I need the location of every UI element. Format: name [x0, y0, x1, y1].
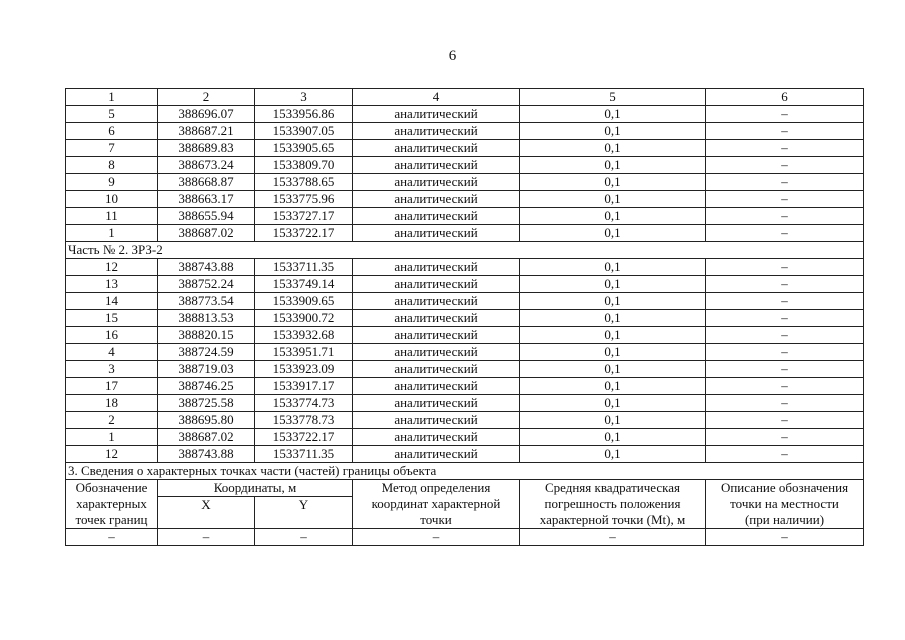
method: аналитический — [353, 123, 520, 140]
table-row — [66, 123, 864, 140]
part-2-label: Часть № 2. ЗРЗ-2 — [66, 242, 864, 259]
error-mt: 0,1 — [520, 429, 706, 446]
method: аналитический — [353, 412, 520, 429]
table-row — [66, 259, 864, 276]
table-row — [66, 446, 864, 463]
table-row — [66, 276, 864, 293]
error-mt: 0,1 — [520, 378, 706, 395]
description: – — [706, 310, 864, 327]
x-coordinate: 388743.88 — [158, 446, 255, 463]
section-3-empty-row — [66, 529, 864, 546]
y-coordinate: – — [255, 529, 353, 546]
point-number: 5 — [66, 106, 158, 123]
error-mt: 0,1 — [520, 412, 706, 429]
description: – — [706, 412, 864, 429]
description: – — [706, 157, 864, 174]
x-coordinate: 388813.53 — [158, 310, 255, 327]
point-number: 13 — [66, 276, 158, 293]
y-coordinate: 1533905.65 — [255, 140, 353, 157]
method: – — [353, 529, 520, 546]
description: – — [706, 174, 864, 191]
error-mt: – — [520, 529, 706, 546]
point-number: 16 — [66, 327, 158, 344]
error-mt: 0,1 — [520, 174, 706, 191]
y-coordinate: 1533722.17 — [255, 429, 353, 446]
table-row — [66, 412, 864, 429]
table-row — [66, 310, 864, 327]
column-number-row — [66, 89, 864, 106]
point-number: 10 — [66, 191, 158, 208]
x-coordinate: 388773.54 — [158, 293, 255, 310]
description: – — [706, 446, 864, 463]
point-number: 6 — [66, 123, 158, 140]
y-coordinate: 1533711.35 — [255, 259, 353, 276]
point-number: – — [66, 529, 158, 546]
table-row — [66, 140, 864, 157]
y-coordinate: 1533951.71 — [255, 344, 353, 361]
error-mt: 0,1 — [520, 361, 706, 378]
point-number: 12 — [66, 259, 158, 276]
point-number: 2 — [66, 412, 158, 429]
method: аналитический — [353, 327, 520, 344]
y-coordinate: 1533722.17 — [255, 225, 353, 242]
section-3-header-row-1 — [66, 480, 864, 497]
description: – — [706, 361, 864, 378]
table-row — [66, 395, 864, 412]
x-coordinate: 388668.87 — [158, 174, 255, 191]
table-row — [66, 157, 864, 174]
boundary-points-table — [65, 88, 864, 546]
y-coordinate: 1533727.17 — [255, 208, 353, 225]
x-coordinate: 388687.02 — [158, 225, 255, 242]
point-number: 1 — [66, 225, 158, 242]
error-mt: 0,1 — [520, 327, 706, 344]
y-coordinate: 1533711.35 — [255, 446, 353, 463]
y-coordinate: 1533909.65 — [255, 293, 353, 310]
x-coordinate: 388752.24 — [158, 276, 255, 293]
method: аналитический — [353, 259, 520, 276]
point-number: 15 — [66, 310, 158, 327]
x-coordinate: 388655.94 — [158, 208, 255, 225]
y-coordinate: 1533809.70 — [255, 157, 353, 174]
error-header: Средняя квадратическая погрешность положения характерной точки (Mt), м — [520, 480, 706, 529]
coordinates-header: Координаты, м — [158, 480, 353, 497]
description: – — [706, 259, 864, 276]
x-coordinate: 388695.80 — [158, 412, 255, 429]
y-coordinate: 1533900.72 — [255, 310, 353, 327]
error-mt: 0,1 — [520, 157, 706, 174]
error-mt: 0,1 — [520, 446, 706, 463]
x-coordinate: 388743.88 — [158, 259, 255, 276]
method: аналитический — [353, 446, 520, 463]
y-coordinate: 1533917.17 — [255, 378, 353, 395]
x-coordinate: 388689.83 — [158, 140, 255, 157]
error-mt: 0,1 — [520, 208, 706, 225]
method: аналитический — [353, 276, 520, 293]
description: – — [706, 529, 864, 546]
point-number: 9 — [66, 174, 158, 191]
table-row — [66, 429, 864, 446]
error-mt: 0,1 — [520, 293, 706, 310]
section-3-title: 3. Сведения о характерных точках части (частей) границы объекта — [66, 463, 864, 480]
column-number-1: 1 — [66, 89, 158, 106]
method-header: Метод определения координат характерной точки — [353, 480, 520, 529]
error-mt: 0,1 — [520, 123, 706, 140]
part-2-row — [66, 242, 864, 259]
description-header: Описание обозначения точки на местности (при наличии) — [706, 480, 864, 529]
table-row — [66, 174, 864, 191]
x-coordinate: 388746.25 — [158, 378, 255, 395]
y-coordinate: 1533749.14 — [255, 276, 353, 293]
error-mt: 0,1 — [520, 259, 706, 276]
x-coordinate: 388687.21 — [158, 123, 255, 140]
x-coordinate: 388725.58 — [158, 395, 255, 412]
table-row — [66, 378, 864, 395]
y-coordinate: 1533907.05 — [255, 123, 353, 140]
error-mt: 0,1 — [520, 191, 706, 208]
column-number-6: 6 — [706, 89, 864, 106]
x-coordinate: 388673.24 — [158, 157, 255, 174]
x-coordinate: 388687.02 — [158, 429, 255, 446]
x-coordinate: 388724.59 — [158, 344, 255, 361]
table-row — [66, 344, 864, 361]
point-number: 4 — [66, 344, 158, 361]
table-row — [66, 191, 864, 208]
method: аналитический — [353, 344, 520, 361]
method: аналитический — [353, 140, 520, 157]
x-coordinate: 388719.03 — [158, 361, 255, 378]
point-number: 7 — [66, 140, 158, 157]
method: аналитический — [353, 225, 520, 242]
method: аналитический — [353, 429, 520, 446]
table-row — [66, 293, 864, 310]
description: – — [706, 378, 864, 395]
x-header: X — [158, 497, 255, 529]
description: – — [706, 106, 864, 123]
method: аналитический — [353, 310, 520, 327]
table-row — [66, 106, 864, 123]
page-number: 6 — [448, 48, 457, 64]
error-mt: 0,1 — [520, 225, 706, 242]
description: – — [706, 429, 864, 446]
method: аналитический — [353, 174, 520, 191]
description: – — [706, 208, 864, 225]
point-number: 12 — [66, 446, 158, 463]
point-number: 14 — [66, 293, 158, 310]
y-coordinate: 1533788.65 — [255, 174, 353, 191]
column-number-3: 3 — [255, 89, 353, 106]
column-number-5: 5 — [520, 89, 706, 106]
point-number: 3 — [66, 361, 158, 378]
y-coordinate: 1533775.96 — [255, 191, 353, 208]
y-header: Y — [255, 497, 353, 529]
table-row — [66, 225, 864, 242]
method: аналитический — [353, 395, 520, 412]
error-mt: 0,1 — [520, 106, 706, 123]
point-number: 11 — [66, 208, 158, 225]
y-coordinate: 1533923.09 — [255, 361, 353, 378]
method: аналитический — [353, 378, 520, 395]
table-row — [66, 327, 864, 344]
description: – — [706, 327, 864, 344]
description: – — [706, 140, 864, 157]
column-number-2: 2 — [158, 89, 255, 106]
method: аналитический — [353, 293, 520, 310]
method: аналитический — [353, 191, 520, 208]
error-mt: 0,1 — [520, 310, 706, 327]
point-number: 17 — [66, 378, 158, 395]
error-mt: 0,1 — [520, 276, 706, 293]
point-number: 18 — [66, 395, 158, 412]
point-number: 8 — [66, 157, 158, 174]
description: – — [706, 191, 864, 208]
description: – — [706, 293, 864, 310]
method: аналитический — [353, 208, 520, 225]
section-3-title-row — [66, 463, 864, 480]
y-coordinate: 1533778.73 — [255, 412, 353, 429]
method: аналитический — [353, 106, 520, 123]
y-coordinate: 1533932.68 — [255, 327, 353, 344]
x-coordinate: 388663.17 — [158, 191, 255, 208]
error-mt: 0,1 — [520, 140, 706, 157]
point-number: 1 — [66, 429, 158, 446]
error-mt: 0,1 — [520, 395, 706, 412]
method: аналитический — [353, 361, 520, 378]
point-designation-header: Обозначение характерных точек границ — [66, 480, 158, 529]
x-coordinate: – — [158, 529, 255, 546]
x-coordinate: 388820.15 — [158, 327, 255, 344]
y-coordinate: 1533956.86 — [255, 106, 353, 123]
description: – — [706, 225, 864, 242]
error-mt: 0,1 — [520, 344, 706, 361]
description: – — [706, 276, 864, 293]
column-number-4: 4 — [353, 89, 520, 106]
description: – — [706, 344, 864, 361]
method: аналитический — [353, 157, 520, 174]
y-coordinate: 1533774.73 — [255, 395, 353, 412]
description: – — [706, 395, 864, 412]
description: – — [706, 123, 864, 140]
table-row — [66, 208, 864, 225]
x-coordinate: 388696.07 — [158, 106, 255, 123]
table-row — [66, 361, 864, 378]
